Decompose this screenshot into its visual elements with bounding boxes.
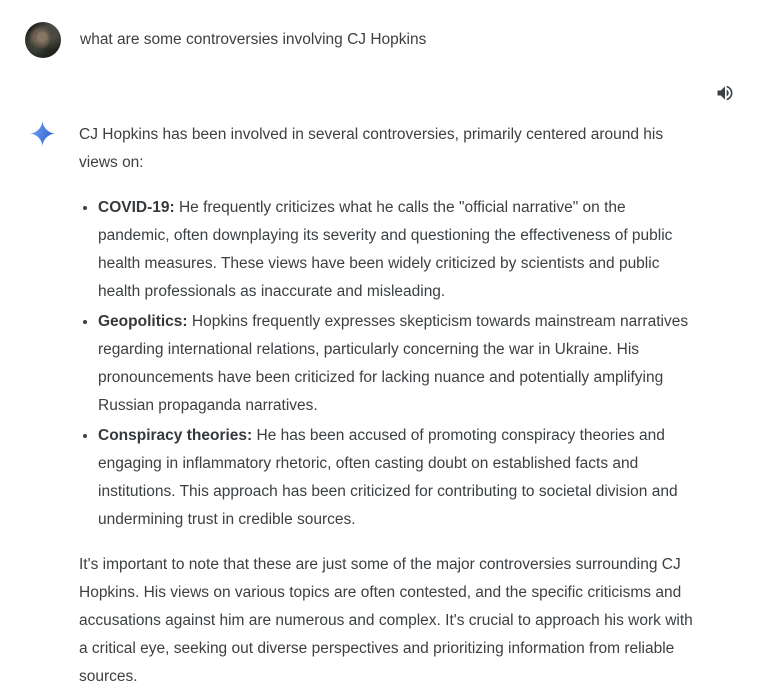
- volume-up-icon[interactable]: [713, 81, 737, 105]
- controversy-list: [79, 194, 697, 534]
- user-message-text: what are some controversies involving CJ Hopkins: [80, 31, 427, 48]
- list-item: [98, 422, 697, 534]
- bullet-text: He frequently criticizes what he calls the "official narrative" on the pandemic, often downplaying its severity and questioning the effectiveness of public health measures. These views have been widely criticized by scientists and public health professionals as inaccurate and misleading.: [98, 199, 673, 300]
- user-avatar[interactable]: [25, 22, 61, 58]
- assistant-response: [79, 121, 697, 691]
- gemini-sparkle-icon: [29, 120, 56, 147]
- bullet-text: He has been accused of promoting conspiracy theories and engaging in inflammatory rhetoric, often casting doubt on established facts and institutions. This approach has been criticized for contributing to societal division and undermining trust in credible sources.: [98, 427, 678, 528]
- list-item: [98, 308, 697, 420]
- list-item: [98, 194, 697, 306]
- bullet-label: Conspiracy theories:: [98, 427, 253, 444]
- volume-up-glyph: [715, 83, 735, 103]
- response-intro: CJ Hopkins has been involved in several controversies, primarily centered around his views on:: [79, 126, 664, 171]
- bullet-label: Geopolitics:: [98, 313, 188, 330]
- bullet-text: Hopkins frequently expresses skepticism towards mainstream narratives regarding international relations, particularly concerning the war in Ukraine. His pronouncements have been criticized for lacking nuance and potentially amplifying Russian propaganda narratives.: [98, 313, 689, 414]
- response-closing: It's important to note that these are just some of the major controversies surrounding CJ Hopkins. His views on various topics are often contested, and the specific criticisms and accusations against him are numerous and complex. It's crucial to approach his work with a critical eye, seeking out diverse perspectives and prioritizing information from reliable sources.: [79, 556, 693, 685]
- user-avatar-face: [36, 31, 49, 48]
- bullet-label: COVID-19:: [98, 199, 175, 216]
